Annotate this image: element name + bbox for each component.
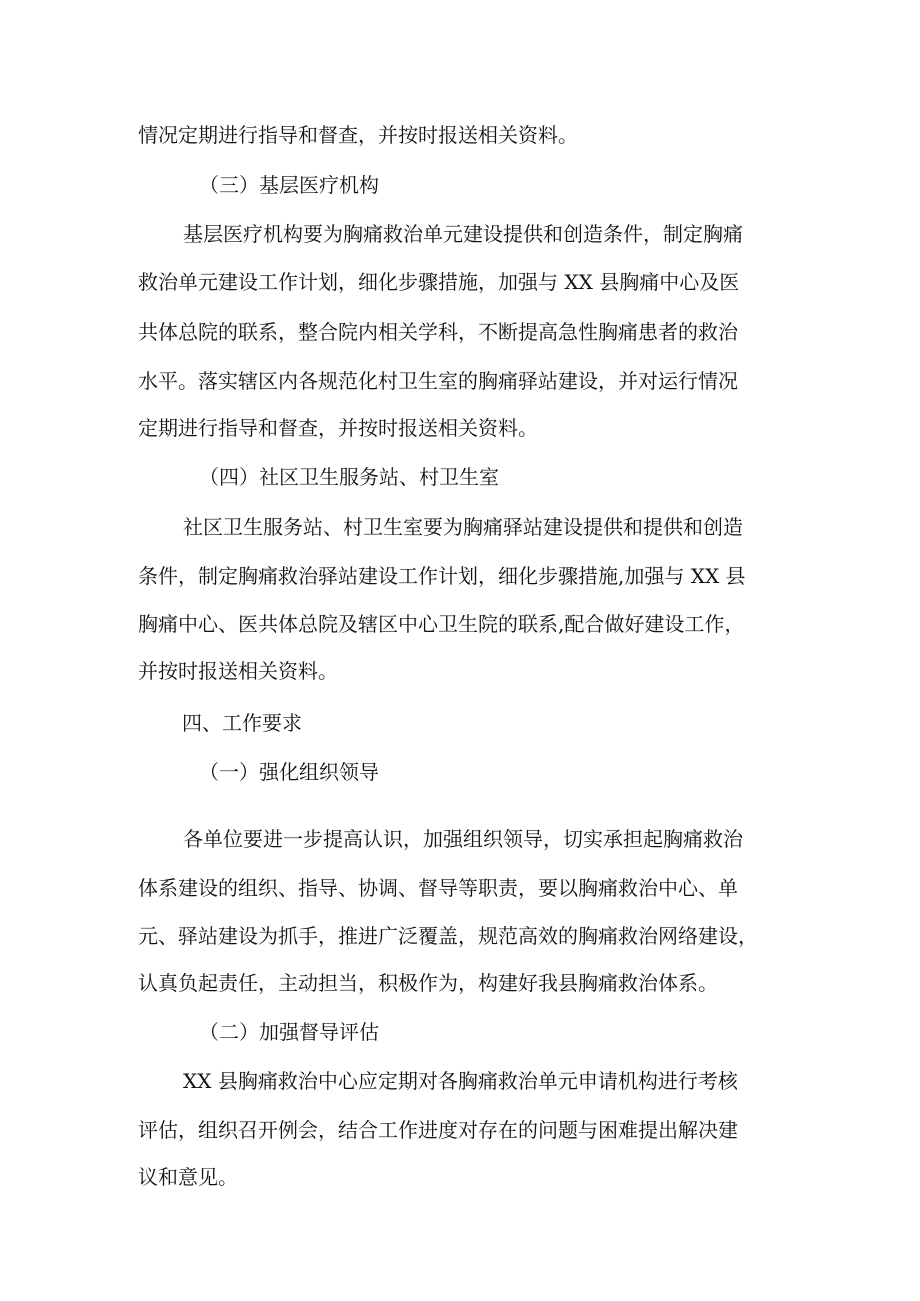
paragraph-line: 基层医疗机构要为胸痛救治单元建设提供和创造条件，制定胸痛 (183, 222, 743, 246)
section-heading: （一）强化组织领导 (199, 760, 379, 784)
paragraph-line: 元、驿站建设为抓手，推进广泛覆盖，规范高效的胸痛救治网络建设， (138, 924, 758, 948)
section-heading: （二）加强督导评估 (199, 1020, 379, 1044)
section-heading: （三）基层医疗机构 (199, 173, 379, 197)
paragraph-line: 各单位要进一步提高认识，加强组织领导，切实承担起胸痛救治 (183, 827, 743, 851)
section-heading: （四）社区卫生服务站、村卫生室 (199, 465, 499, 489)
chapter-heading: 四、工作要求 (182, 711, 302, 735)
paragraph-line: 社区卫生服务站、村卫生室要为胸痛驿站建设提供和提供和创造 (183, 515, 743, 539)
paragraph-line: 并按时报送相关资料。 (138, 659, 338, 683)
paragraph-line: 条件，制定胸痛救治驿站建设工作计划，细化步骤措施,加强与 XX 县 (138, 564, 746, 588)
paragraph-line: 议和意见。 (138, 1165, 238, 1189)
paragraph-line: 情况定期进行指导和督查，并按时报送相关资料。 (138, 123, 578, 147)
paragraph-line: 胸痛中心、医共体总院及辖区中心卫生院的联系,配合做好建设工作， (138, 612, 745, 636)
paragraph-line: 评估，组织召开例会，结合工作进度对存在的问题与困难提出解决建 (138, 1118, 738, 1142)
paragraph-line: 认真负起责任，主动担当，积极作为，构建好我县胸痛救治体系。 (138, 971, 718, 995)
paragraph-line: XX 县胸痛救治中心应定期对各胸痛救治单元申请机构进行考核 (183, 1069, 738, 1093)
paragraph-line: 救治单元建设工作计划，细化步骤措施，加强与 XX 县胸痛中心及医 (138, 270, 740, 294)
paragraph-line: 体系建设的组织、指导、协调、督导等职责，要以胸痛救治中心、单 (138, 876, 738, 900)
paragraph-line: 水平。落实辖区内各规范化村卫生室的胸痛驿站建设，并对运行情况 (138, 369, 738, 393)
paragraph-line: 共体总院的联系，整合院内相关学科，不断提高急性胸痛患者的救治 (138, 320, 738, 344)
paragraph-line: 定期进行指导和督查，并按时报送相关资料。 (138, 416, 538, 440)
